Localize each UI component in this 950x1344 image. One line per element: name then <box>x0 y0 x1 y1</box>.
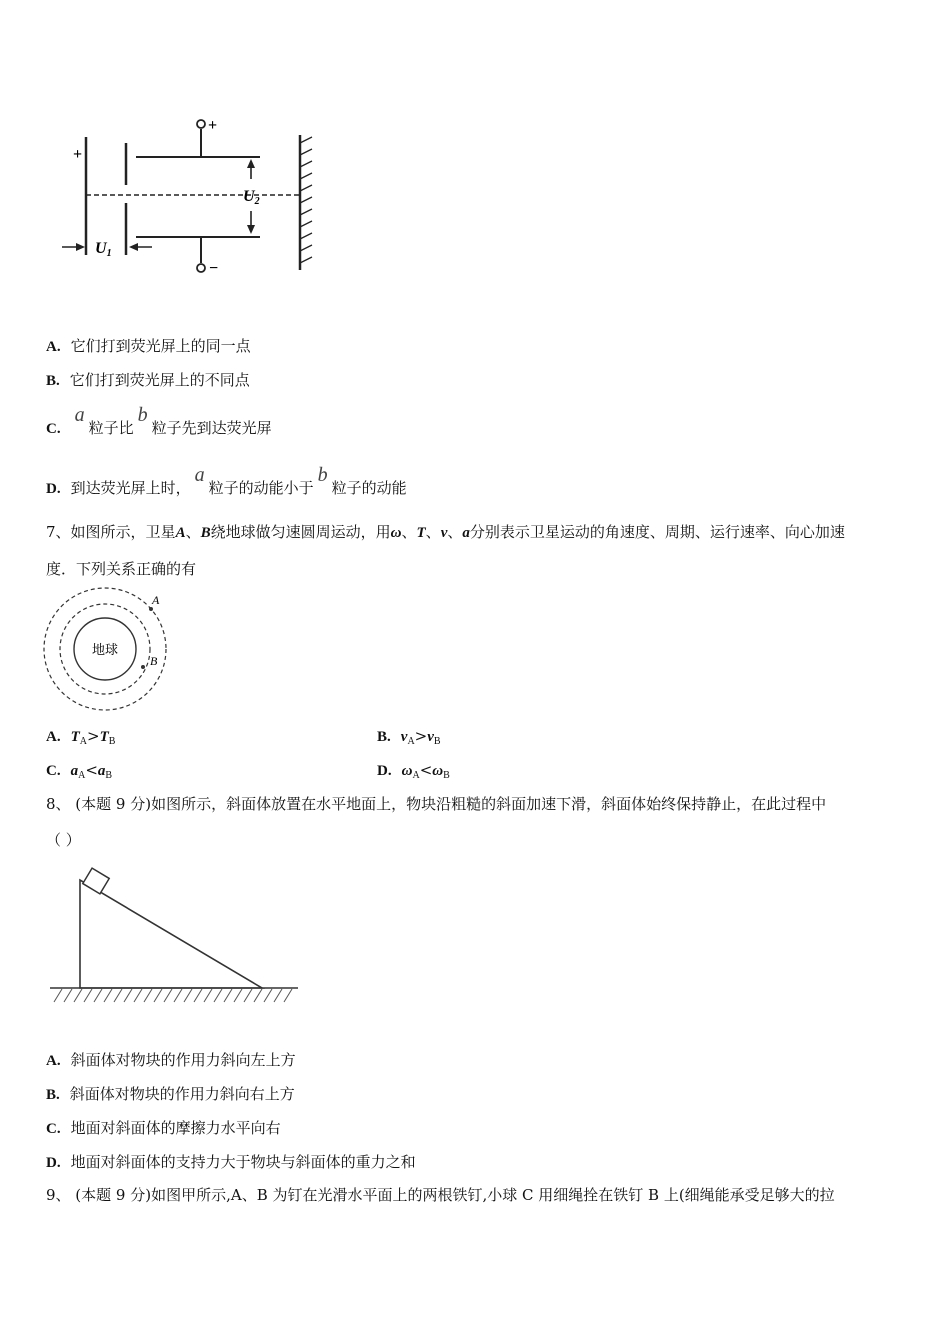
variable-b: b <box>137 404 148 426</box>
satellite-orbit-figure <box>42 586 172 716</box>
terminal-minus <box>197 264 205 272</box>
option-text: 它们打到荧光屏上的同一点 <box>70 337 251 355</box>
q6-option-d: D. 到达荧光屏上时，a粒子的动能小于b粒子的动能 <box>46 464 407 497</box>
q6-option-b <box>46 369 250 390</box>
variable-a: a <box>194 464 205 486</box>
q8-option-d: D. 地面对斜面体的支持力大于物块与斜面体的重力之和 <box>46 1153 416 1171</box>
q9-stem: 9、 (本题 9 分)如图甲所示,A、B 为钉在光滑水平面上的两根铁钉,小球 C 用细绳拴在铁钉 B 上(细绳能承受足够大的拉 <box>46 1186 835 1204</box>
variable-a: a <box>74 404 85 426</box>
incline-figure <box>50 866 310 1006</box>
earth-label: 地球 <box>91 643 119 658</box>
q7-option-a: A. $T_A>T_B$ <box>46 727 116 747</box>
option-label: C. <box>46 421 61 437</box>
variable-b: b <box>317 464 328 486</box>
q6-option-a <box>46 335 251 356</box>
u2-label: U2 <box>243 188 260 207</box>
q8-option-c: C. 地面对斜面体的摩擦力水平向右 <box>46 1119 281 1137</box>
option-label: B. <box>46 373 60 389</box>
u1-label: U1 <box>95 240 112 259</box>
terminal-plus-label: + <box>208 117 218 134</box>
satellite-a-label: A <box>152 593 160 607</box>
option-label: A. <box>46 339 61 355</box>
terminal-plus <box>197 120 205 128</box>
deflection-apparatus-figure <box>40 105 370 315</box>
option-label: D. <box>46 481 61 497</box>
option-text: 它们打到荧光屏上的不同点 <box>69 371 250 389</box>
q8-option-a: A. 斜面体对物块的作用力斜向左上方 <box>46 1051 296 1069</box>
q8-stem: 8、 (本题 9 分)如图所示，斜面体放置在水平地面上，物块沿粗糙的斜面加速下滑，斜面体始终保持静止，在此过程中 （ ） <box>46 795 827 849</box>
plus-left-label: + <box>73 146 83 163</box>
satellite-b-label: B <box>150 654 158 668</box>
q7-option-c: C. $a_A<a_B$ <box>46 761 113 781</box>
q7-stem: 7、如图所示，卫星A、B绕地球做匀速圆周运动，用ω、T、v、a分别表示卫星运动的角速度、周期、运行速率、向心加速 度．下列关系正确的有 <box>46 523 845 578</box>
q7-option-b: B. $v_A>v_B$ <box>377 727 441 747</box>
q8-option-b: B. 斜面体对物块的作用力斜向右上方 <box>46 1085 295 1103</box>
q7-option-d: D. $\omega_A<\omega_B$ <box>377 761 450 781</box>
incline-body <box>80 880 262 988</box>
q6-option-c: C.a粒子比b粒子先到达荧光屏 <box>46 404 272 437</box>
satellite-b <box>141 665 145 669</box>
terminal-minus-label: − <box>209 260 219 277</box>
satellite-a <box>149 607 153 611</box>
